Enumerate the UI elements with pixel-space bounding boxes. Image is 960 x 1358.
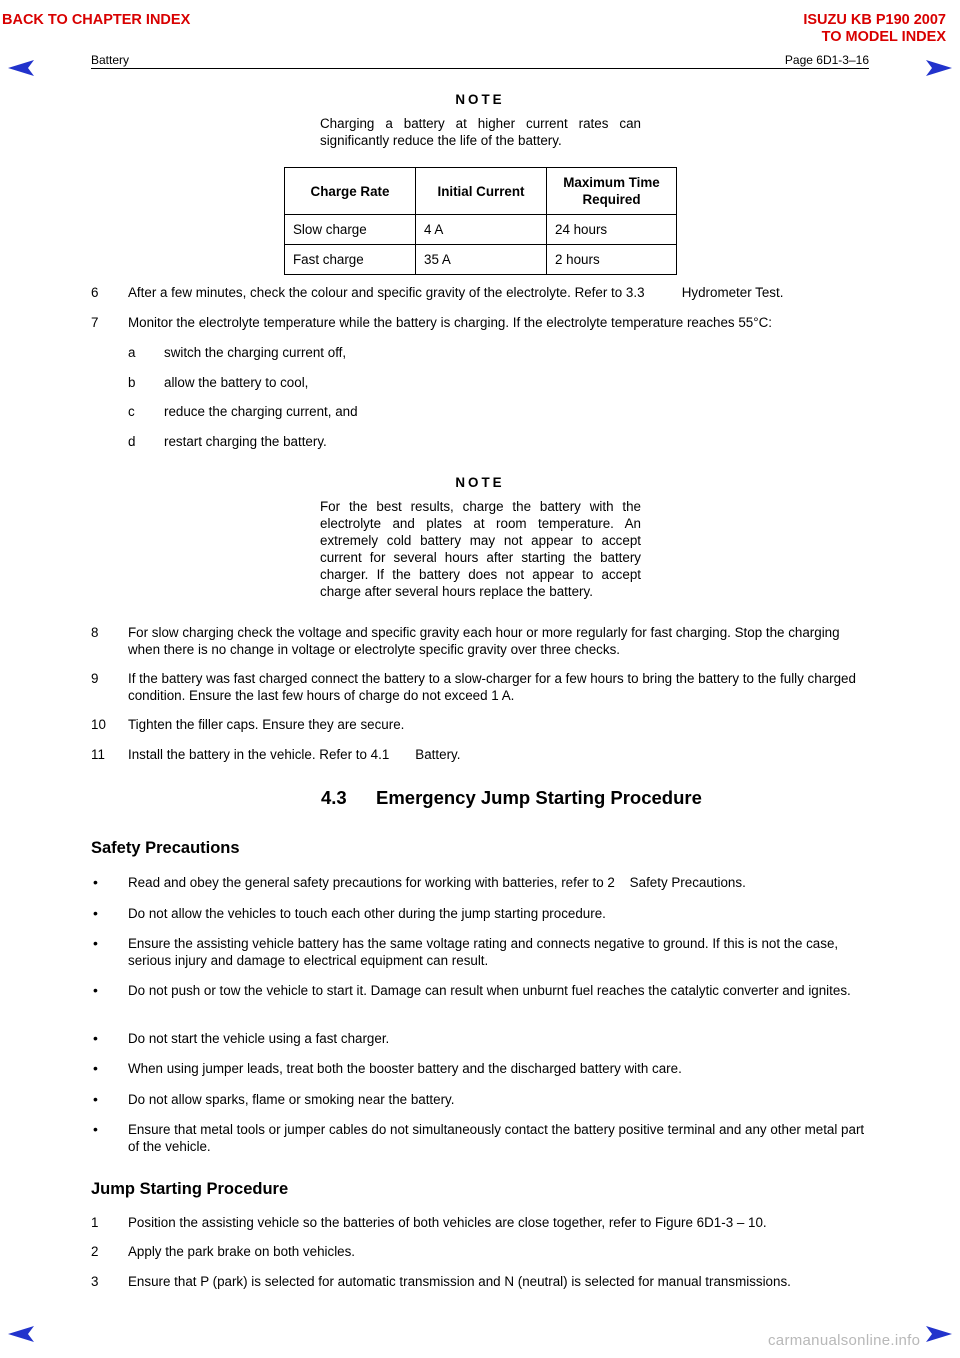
next-page-arrow-icon[interactable] xyxy=(924,58,954,78)
step-number: 3 xyxy=(91,1274,99,1289)
step-number: 8 xyxy=(91,625,99,640)
table-cell: 4 A xyxy=(416,215,547,245)
bullet: • xyxy=(93,935,98,951)
table-cell: 35 A xyxy=(416,245,547,275)
bullet: • xyxy=(93,1091,98,1107)
step-number: 2 xyxy=(91,1244,99,1259)
step-text: If the battery was fast charged connect the battery to a slow-charger for a few hours to bring the battery to the fully charged condition. Ensure the last few hours of charge do not exceed 1 A. xyxy=(128,671,856,703)
model-index-link[interactable] xyxy=(803,12,946,46)
jump-starting-heading: Jump Starting Procedure xyxy=(91,1180,289,1198)
list-item: Read and obey the general safety precautions for working with batteries, refer to 2 Safety Precautions. xyxy=(128,875,746,890)
substep-text: allow the battery to cool, xyxy=(164,375,309,390)
table-header-cell: Maximum Time Required xyxy=(547,168,677,215)
step-number: 11 xyxy=(91,747,105,762)
list-item: Do not allow sparks, flame or smoking near the battery. xyxy=(128,1092,455,1107)
table-row xyxy=(285,245,677,275)
previous-page-arrow-bottom-icon[interactable] xyxy=(6,1324,36,1344)
substep-text: restart charging the battery. xyxy=(164,434,327,449)
table-cell: 2 hours xyxy=(547,245,677,275)
note-title: NOTE xyxy=(455,475,505,490)
list-item: Ensure the assisting vehicle battery has the same voltage rating and connects negative to ground. If this is not the case, serious injury and damage to electrical equipment can result. xyxy=(128,936,839,968)
list-item: When using jumper leads, treat both the booster battery and the discharged battery with care. xyxy=(128,1061,682,1076)
table-cell: Slow charge xyxy=(285,215,416,245)
section-number: 4.3 xyxy=(321,787,347,808)
model-index-label: TO MODEL INDEX xyxy=(821,29,946,45)
list-item: Do not push or tow the vehicle to start it. Damage can result when unburnt fuel reaches the catalytic converter and ignites. xyxy=(128,983,851,998)
substep-text: reduce the charging current, and xyxy=(164,404,358,419)
header-page-number: Page 6D1-3–16 xyxy=(784,53,869,67)
model-title: ISUZU KB P190 2007 xyxy=(803,12,946,28)
step-text: Apply the park brake on both vehicles. xyxy=(128,1244,356,1259)
section-title: Emergency Jump Starting Procedure xyxy=(376,787,702,808)
bullet: • xyxy=(93,1030,98,1046)
table-header-cell: Charge Rate xyxy=(285,168,416,215)
charge-rate-table xyxy=(284,167,677,275)
note-title: NOTE xyxy=(455,92,505,107)
header-rule xyxy=(91,68,869,69)
step-text: Position the assisting vehicle so the batteries of both vehicles are close together, refer to Figure 6D1-3 – 10. xyxy=(128,1215,767,1230)
list-item: Ensure that metal tools or jumper cables do not simultaneously contact the battery positive terminal and any other metal part of the vehicle. xyxy=(128,1122,865,1154)
back-to-chapter-index-link[interactable]: BACK TO CHAPTER INDEX xyxy=(2,12,191,28)
bullet: • xyxy=(93,874,98,890)
substep-letter: d xyxy=(128,434,136,449)
step-number: 9 xyxy=(91,671,99,686)
step-number: 7 xyxy=(91,315,99,330)
table-cell: 24 hours xyxy=(547,215,677,245)
step-text: After a few minutes, check the colour and specific gravity of the electrolyte. Refer to 3.3 Hydrometer Test. xyxy=(128,285,784,300)
safety-precautions-heading: Safety Precautions xyxy=(91,839,240,857)
bullet: • xyxy=(93,982,98,998)
bullet: • xyxy=(93,905,98,921)
previous-page-arrow-icon[interactable] xyxy=(6,58,36,78)
bullet: • xyxy=(93,1060,98,1076)
step-text: For slow charging check the voltage and specific gravity each hour or more regularly for fast charging. Stop the charging when there is no change in voltage or electrolyte specific gravity over three checks. xyxy=(128,625,840,657)
note-body: Charging a battery at higher current rates can significantly reduce the life of the battery. xyxy=(320,116,641,148)
bullet: • xyxy=(93,1121,98,1137)
step-text: Ensure that P (park) is selected for automatic transmission and N (neutral) is selected for manual transmissions. xyxy=(128,1274,791,1289)
step-number: 1 xyxy=(91,1215,99,1230)
table-header-row xyxy=(285,168,677,215)
substep-letter: c xyxy=(128,404,135,419)
step-text: Tighten the filler caps. Ensure they are secure. xyxy=(128,717,405,732)
substep-text: switch the charging current off, xyxy=(164,345,347,360)
step-text: Install the battery in the vehicle. Refer to 4.1 Battery. xyxy=(128,747,461,762)
header-section-name: Battery xyxy=(91,53,130,67)
step-number: 10 xyxy=(91,717,106,732)
table-header-cell: Initial Current xyxy=(416,168,547,215)
step-number: 6 xyxy=(91,285,99,300)
next-page-arrow-bottom-icon[interactable] xyxy=(924,1324,954,1344)
substep-letter: b xyxy=(128,375,136,390)
table-row xyxy=(285,215,677,245)
list-item: Do not start the vehicle using a fast charger. xyxy=(128,1031,390,1046)
table-cell: Fast charge xyxy=(285,245,416,275)
step-text: Monitor the electrolyte temperature while the battery is charging. If the electrolyte temperature reaches 55°C: xyxy=(128,315,772,330)
note-body: For the best results, charge the battery with the electrolyte and plates at room temperature. An extremely cold battery may not appear to accept current for several hours after starting the battery charger. If the battery does not appear to accept charge after several hours replace the battery. xyxy=(320,499,641,599)
substep-letter: a xyxy=(128,345,136,360)
watermark-text: carmanualsonline.info xyxy=(768,1332,921,1349)
list-item: Do not allow the vehicles to touch each other during the jump starting procedure. xyxy=(128,906,606,921)
